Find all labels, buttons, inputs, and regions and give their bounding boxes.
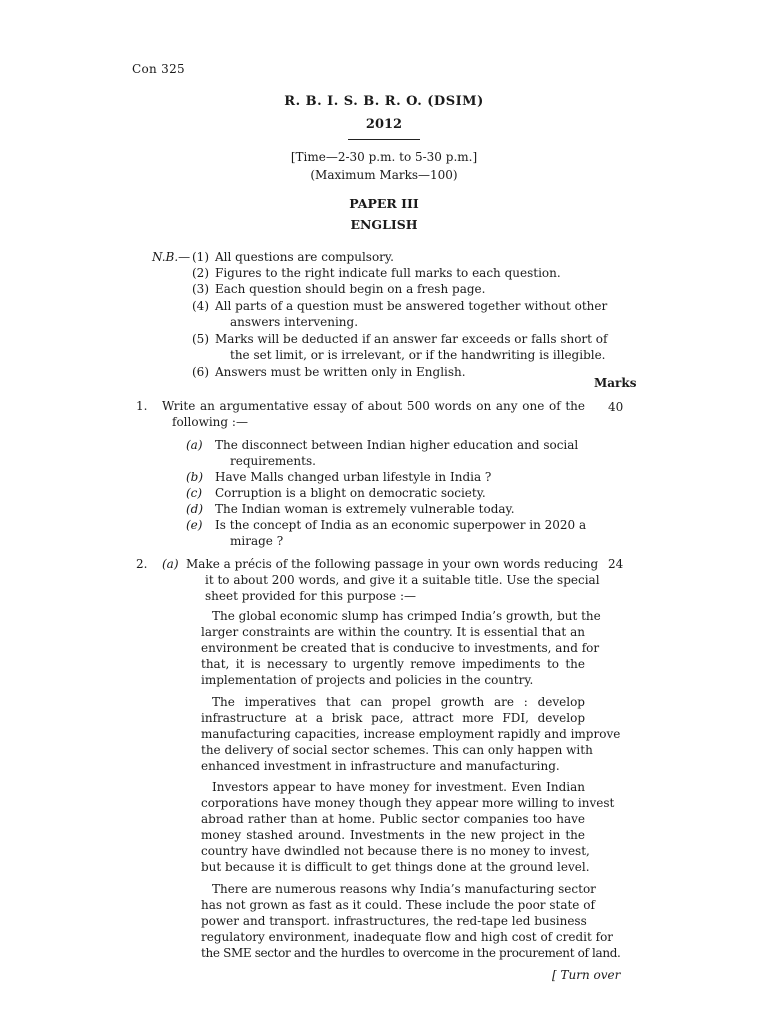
option-label: (d) — [186, 502, 204, 516]
passage-line: There are numerous reasons why India’s manufacturing sector — [212, 882, 596, 896]
option-text-continued: requirements. — [230, 454, 316, 468]
passage-line: power and transport. infrastructures, the red-tape led business — [201, 914, 587, 928]
option-text: Corruption is a blight on democratic society. — [215, 486, 486, 500]
question-number: 1. — [136, 399, 148, 413]
instruction-number: (1) — [192, 250, 209, 264]
instruction-text-continued: answers intervening. — [230, 315, 359, 329]
instruction-number: (4) — [192, 299, 209, 313]
question-text: Write an argumentative essay of about 500 words on any one of the — [162, 399, 585, 413]
paper-number: PAPER III — [349, 196, 419, 211]
exam-year: 2012 — [365, 117, 403, 132]
option-text: The disconnect between Indian higher education and social — [215, 438, 579, 452]
passage-line: environment be created that is conducive to investments, and for — [201, 641, 600, 655]
passage-line: Investors appear to have money for investment. Even Indian — [212, 780, 585, 794]
question-text: Make a précis of the following passage in your own words reducing — [186, 557, 599, 571]
passage-line: The global economic slump has crimped India’s growth, but the — [212, 609, 601, 623]
title-divider — [348, 139, 420, 140]
instruction-number: (2) — [192, 266, 209, 280]
passage-paragraph — [201, 779, 615, 875]
passage-paragraph — [201, 608, 601, 688]
option-label: (e) — [186, 518, 203, 532]
maximum-marks: (Maximum Marks—100) — [310, 168, 458, 182]
option-text: The Indian woman is extremely vulnerable today. — [215, 502, 515, 516]
instruction-text: All parts of a question must be answered together without other — [215, 299, 608, 313]
passage-line: country have dwindled not because there is no money to invest, — [201, 844, 590, 858]
passage-paragraph — [201, 881, 621, 961]
passage-line: the SME sector and the hurdles to overcome in the procurement of land. — [201, 946, 621, 960]
passage-line: that, it is necessary to urgently remove impediments to the — [201, 657, 585, 671]
question-part-label: (a) — [162, 557, 179, 571]
instruction-text: Marks will be deducted if an answer far exceeds or falls short of — [215, 332, 608, 346]
passage-line: corporations have money though they appear more willing to invest — [201, 796, 615, 810]
passage-line: the delivery of social sector schemes. This can only happen with — [201, 743, 593, 757]
option-label: (c) — [186, 486, 203, 500]
passage-paragraph — [201, 694, 621, 774]
question-marks: 24 — [608, 557, 624, 571]
passage-line: but because it is difficult to get things done at the ground level. — [201, 860, 590, 874]
question-text-continued: sheet provided for this purpose :— — [205, 589, 417, 603]
option-text: Have Malls changed urban lifestyle in India ? — [215, 470, 492, 484]
passage-line: manufacturing capacities, increase employment rapidly and improve — [201, 727, 621, 741]
instruction-number: (5) — [192, 332, 209, 346]
instruction-number: (3) — [192, 282, 209, 296]
passage-line: implementation of projects and policies in the country. — [201, 673, 534, 687]
instruction-text: All questions are compulsory. — [215, 250, 394, 264]
option-text: Is the concept of India as an economic superpower in 2020 a — [215, 518, 587, 532]
question-text-continued: following :— — [172, 415, 248, 429]
option-text-continued: mirage ? — [230, 534, 284, 548]
option-label: (b) — [186, 470, 204, 484]
question-number: 2. — [136, 557, 148, 571]
passage-line: larger constraints are within the country. It is essential that an — [201, 625, 585, 639]
passage-line: enhanced investment in infrastructure and manufacturing. — [201, 759, 560, 773]
instruction-text-continued: the set limit, or is irrelevant, or if the handwriting is illegible. — [230, 348, 606, 362]
paper-subject: ENGLISH — [350, 217, 418, 232]
instruction-text: Answers must be written only in English. — [215, 365, 466, 379]
exam-title: R. B. I. S. B. R. O. (DSIM) — [284, 94, 484, 109]
question-marks: 40 — [608, 400, 624, 414]
passage-line: regulatory environment, inadequate flow and high cost of credit for — [201, 930, 614, 944]
passage-line: money stashed around. Investments in the new project in the — [201, 828, 585, 842]
paper-code: Con 325 — [132, 62, 185, 76]
marks-heading: Marks — [594, 376, 637, 390]
nb-label: N.B.— — [152, 250, 191, 264]
instruction-text: Figures to the right indicate full marks to each question. — [215, 266, 561, 280]
instruction-number: (6) — [192, 365, 209, 379]
passage-line: infrastructure at a brisk pace, attract more FDI, develop — [201, 711, 585, 725]
instruction-text: Each question should begin on a fresh page. — [215, 282, 486, 296]
turn-over-note: [ Turn over — [552, 968, 621, 982]
exam-time: [Time—2-30 p.m. to 5-30 p.m.] — [290, 150, 478, 164]
passage-line: has not grown as fast as it could. These include the poor state of — [201, 898, 595, 912]
option-label: (a) — [186, 438, 203, 452]
passage-line: The imperatives that can propel growth are : develop — [212, 695, 585, 709]
question-text-continued: it to about 200 words, and give it a suitable title. Use the special — [205, 573, 600, 587]
passage-line: abroad rather than at home. Public sector companies too have — [201, 812, 585, 826]
